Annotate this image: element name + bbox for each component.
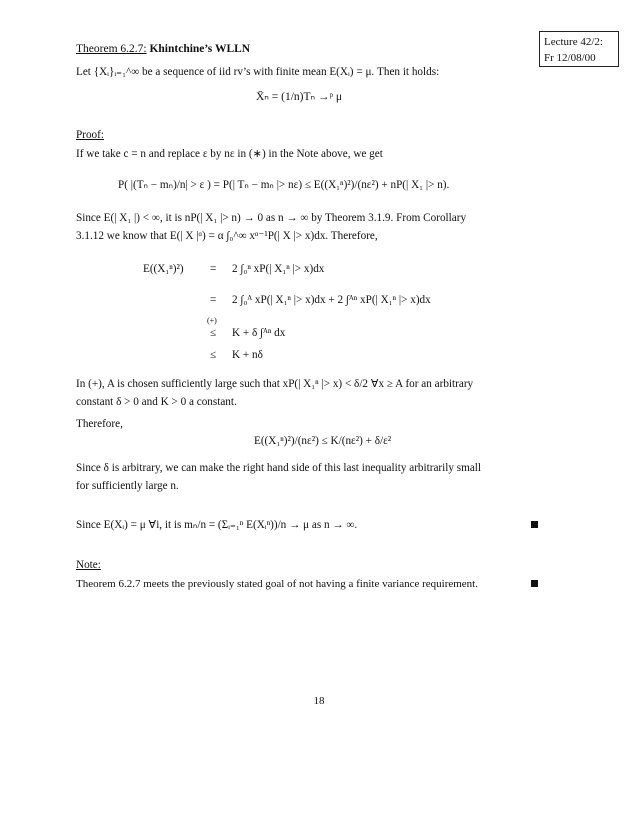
proof-equation-3: E((X₁ⁿ)²)/(nε²) ≤ K/(nε²) + δ/ε²	[254, 435, 392, 447]
align-rel-2: =	[210, 294, 217, 306]
note-label: Note:	[76, 559, 101, 571]
proof-therefore: Therefore,	[76, 418, 123, 430]
proof-para-3-line-2: constant δ > 0 and K > 0 a constant.	[76, 396, 237, 408]
note-text: Theorem 6.2.7 meets the previously stated goal of not having a finite variance requirement.	[76, 578, 478, 590]
proof-label: Proof:	[76, 129, 104, 141]
proof-para-4-line-2: for sufficiently large n.	[76, 480, 179, 492]
align-rhs-1: 2 ∫₀ⁿ xP(| X₁ⁿ |> x)dx	[232, 263, 325, 275]
proof-intro: If we take c = n and replace ε by nε in (∗) in the Note above, we get	[76, 148, 383, 160]
proof-equation-1: P( |(Tₙ − mₙ)/n| > ε ) = P(| Tₙ − mₙ |> nε) ≤ E((X₁ⁿ)²)/(nε²) + nP(| X₁ |> n).	[118, 179, 450, 191]
align-rel-note-3: (+)	[207, 316, 217, 325]
align-rel-4: ≤	[210, 349, 217, 361]
qed-symbol-note	[531, 580, 538, 587]
align-rel-3: ≤	[210, 327, 217, 339]
align-rhs-2: 2 ∫₀ᴬ xP(| X₁ⁿ |> x)dx + 2 ∫ᴬⁿ xP(| X₁ⁿ |> x)dx	[232, 294, 431, 306]
align-rhs-3: K + δ ∫ᴬⁿ dx	[232, 327, 286, 339]
proof-para-2-line-2: 3.1.12 we know that E(| X |ᵅ) = α ∫₀^∞ xᵅ⁻¹P(| X |> x)dx. Therefore,	[76, 230, 378, 242]
theorem-title: Khintchine’s WLLN	[149, 43, 251, 55]
lecture-box	[539, 31, 619, 67]
align-lhs: E((X₁ⁿ)²)	[143, 263, 184, 275]
lecture-date: Fr 12/08/00	[544, 52, 596, 64]
proof-para-3-line-1: In (+), A is chosen sufficiently large such that xP(| X₁ⁿ |> x) < δ/2 ∀x ≥ A for an arbitrary	[76, 378, 474, 390]
theorem-equation: X̄ₙ = (1/n)Tₙ →ᵖ μ	[256, 91, 343, 103]
proof-final: Since E(Xᵢ) = μ ∀i, it is mₙ/n = (Σᵢ₌₁ⁿ E(Xᵢⁿ))/n → μ as n → ∞.	[76, 519, 358, 531]
proof-para-4-line-1: Since δ is arbitrary, we can make the right hand side of this last inequality arbitrarily small	[76, 462, 482, 474]
theorem-label: Theorem 6.2.7:	[76, 43, 147, 55]
theorem-heading	[76, 42, 250, 56]
align-rel-1: =	[210, 263, 217, 275]
lecture-number: Lecture 42/2:	[544, 36, 603, 48]
theorem-statement: Let {Xᵢ}ᵢ₌₁^∞ be a sequence of iid rv’s with finite mean E(Xᵢ) = μ. Then it holds:	[76, 66, 440, 78]
page-number: 18	[313, 695, 325, 707]
proof-para-2-line-1: Since E(| X₁ |) < ∞, it is nP(| X₁ |> n) → 0 as n → ∞ by Theorem 3.1.9. From Corollary	[76, 212, 467, 224]
qed-symbol-proof	[531, 521, 538, 528]
align-rhs-4: K + nδ	[232, 349, 263, 361]
